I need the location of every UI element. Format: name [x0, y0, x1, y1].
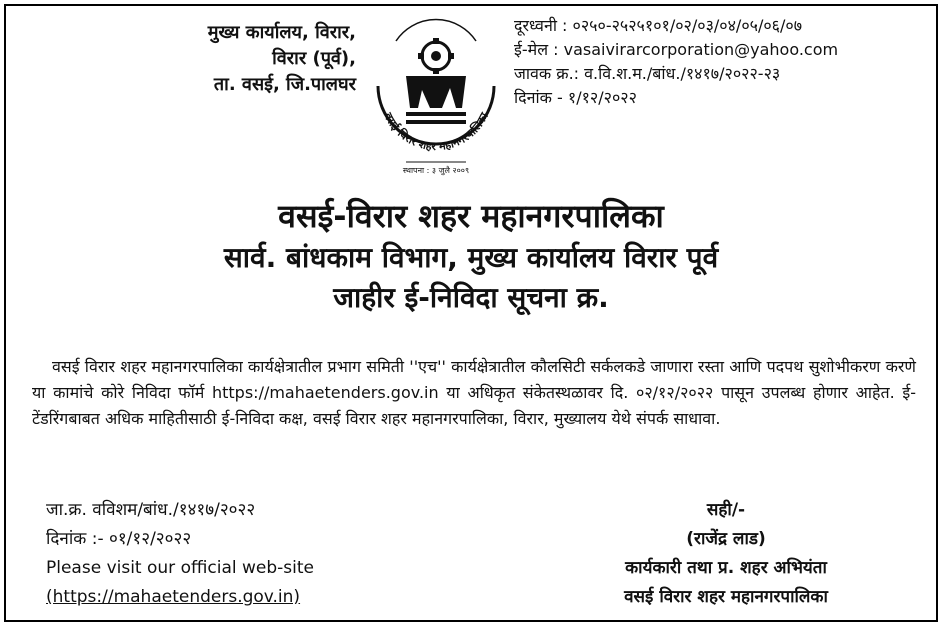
office-address [26, 20, 356, 98]
tender-notice [4, 4, 938, 622]
contact-block [514, 14, 934, 110]
notice-heading: जाहीर ई-निविदा सूचना क्र. [333, 281, 609, 314]
phone-number: दूरध्वनी : ०२५०-२५२५१०१/०२/०३/०४/०५/०६/०७ [514, 16, 803, 35]
signature-mark: सही/- [706, 500, 746, 520]
address-line-3: ता. वसई, जि.पालघर [213, 74, 356, 95]
signatory-name: (राजेंद्र लाड) [686, 529, 766, 549]
signatory-organization: वसई विरार शहर महानगरपालिका [624, 587, 828, 607]
reference-block [46, 496, 466, 612]
emblem-arc-text: वसई-विरार शहर महानगरपालिका [381, 110, 491, 154]
outward-number: जावक क्र.: व.वि.श.म./बांध./१४१७/२०२२-२३ [514, 64, 781, 83]
signature-block [526, 496, 926, 612]
notice-titles [6, 194, 936, 318]
address-line-1: मुख्य कार्यालय, विरार, [207, 22, 356, 43]
signatory-designation: कार्यकारी तथा प्र. शहर अभियंता [625, 558, 827, 578]
corporation-title: वसई-विरार शहर महानगरपालिका [278, 197, 664, 235]
issue-date: दिनांक - १/१२/२०२२ [514, 88, 637, 107]
tender-website-link[interactable]: (https://mahaetenders.gov.in) [46, 587, 301, 607]
address-line-2: विरार (पूर्व), [272, 48, 356, 69]
notice-body: वसई विरार शहर महानगरपालिका कार्यक्षेत्रातील प्रभाग समिती ''एच'' कार्यक्षेत्रातील कौलसिटी सर्कलकडे जाणारा रस्ता आणि पदपथ सुशोभीकरण करणे या कामांचे कोरे निविदा फॉर्म https://mahaetenders.gov.in या अधिकृत संकेतस्थळावर दि. ०२/१२/२०२२ पासून उपलब्ध होणार आहेत. ई-टेंडरिंगबाबत अधिक माहितीसाठी ई-निविदा कक्ष, वसई विरार शहर महानगरपालिका, विरार, मुख्यालय येथे संपर्क साधावा. [32, 357, 916, 428]
department-title: सार्व. बांधकाम विभाग, मुख्य कार्यालय विरार पूर्व [223, 241, 719, 274]
email-address: ई-मेल : vasaivirarcorporation@yahoo.com [514, 40, 839, 59]
reference-date: दिनांक :- ०१/१२/२०२२ [46, 529, 192, 549]
reference-number: जा.क्र. वविशम/बांध./१४१७/२०२२ [46, 500, 256, 520]
emblem-establishment: स्थापना : ३ जुलै २००९ [402, 166, 470, 175]
visit-website-text: Please visit our official web-site [46, 558, 315, 578]
municipal-emblem-icon [366, 16, 506, 176]
